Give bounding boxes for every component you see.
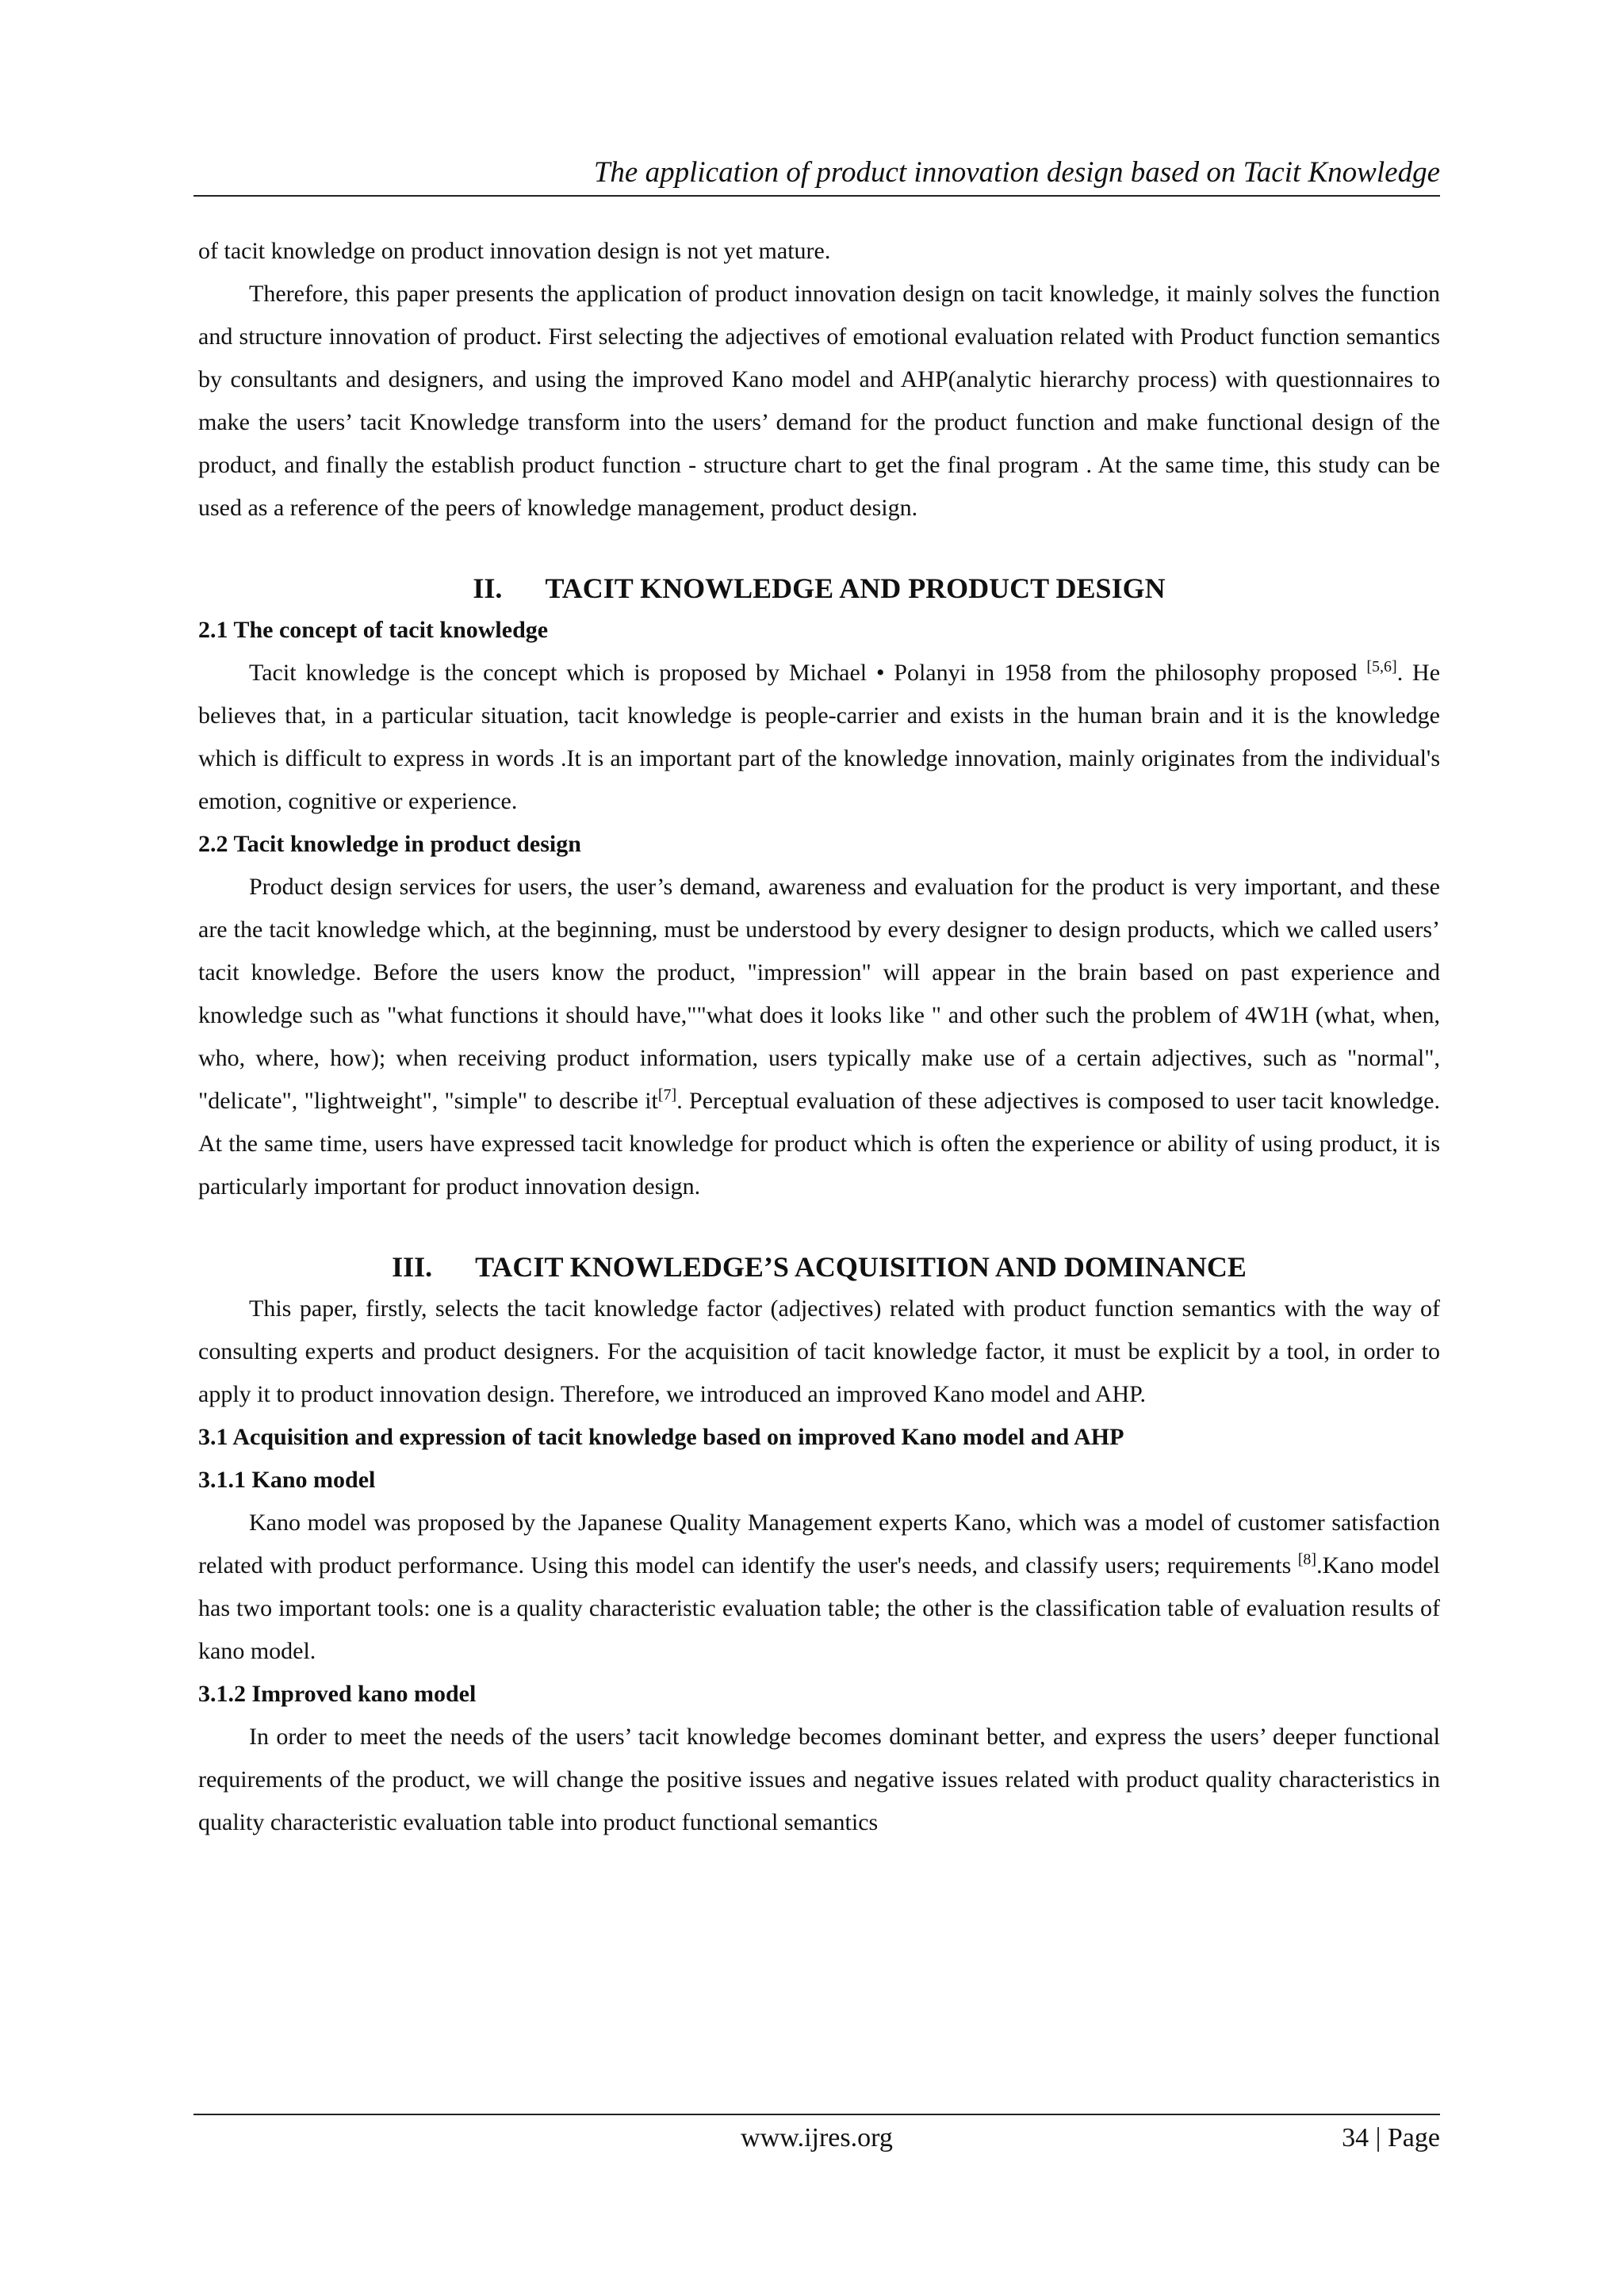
intro-paragraph: Therefore, this paper presents the application of product innovation design on tacit knowledge, it mainly solves the function and structure innovation of product. First selecting the adjectives of emotional evaluation related with Product function semantics by consultants and designers, and using the improved Kano model and AHP(analytic hierarchy process) with questionnaires to make the users’ tacit Knowledge transform into the users’ demand for the product function and make functional design of the product, and finally the establish product function - structure chart to get the final program . At the same time, this study can be used as a reference of the peers of knowledge management, product design.	[198, 281, 1440, 521]
section-title: TACIT KNOWLEDGE AND PRODUCT DESIGN	[545, 572, 1166, 604]
section-number: III.	[392, 1251, 433, 1283]
paragraph-2-2	[198, 866, 1440, 1208]
subsection-heading-3-1-1: 3.1.1 Kano model	[198, 1467, 376, 1493]
citation: [5,6]	[1366, 658, 1397, 675]
section-heading-2	[198, 568, 1440, 609]
continuation-paragraph: of tacit knowledge on product innovation design is not yet mature.	[198, 238, 831, 264]
subsection-heading-3-1: 3.1 Acquisition and expression of tacit knowledge based on improved Kano model and AHP	[198, 1424, 1124, 1450]
subsection-heading-2-1: 2.1 The concept of tacit knowledge	[198, 617, 549, 643]
paragraph-text: Tacit knowledge is the concept which is proposed by Michael • Polanyi in 1958 from the philosophy proposed	[249, 660, 1367, 686]
paragraph-text: . Perceptual evaluation of these adjectives is composed to user tacit knowledge. At the same time, users have expressed tacit knowledge for product which is often the experience or ability of using product, it is particularly important for product innovation design.	[198, 1088, 1440, 1200]
paragraph-text: . He believes that, in a particular situation, tacit knowledge is people-carrier and exists in the human brain and it is the knowledge which is difficult to express in words .It is an important part of the knowledge innovation, mainly originates from the individual's emotion, cognitive or experience.	[198, 660, 1441, 814]
section-title: TACIT KNOWLEDGE’S ACQUISITION AND DOMINANCE	[475, 1251, 1247, 1283]
section-heading-3	[198, 1246, 1440, 1288]
page-footer	[193, 2114, 1440, 2163]
paragraph-text: .Kano model has two important tools: one is a quality characteristic evaluation table; the other is the classification table of evaluation results of kano model.	[198, 1552, 1441, 1664]
paragraph-3: This paper, firstly, selects the tacit knowledge factor (adjectives) related with product function semantics with the way of consulting experts and product designers. For the acquisition of tacit knowledge factor, it must be explicit by a tool, in order to apply it to product innovation design. Therefore, we introduced an improved Kano model and AHP.	[198, 1295, 1440, 1407]
page-number: 34 | Page	[1342, 2123, 1440, 2152]
paragraph-text: Product design services for users, the user’s demand, awareness and evaluation for the product is very important, and these are the tacit knowledge which, at the beginning, must be understood by every designer to design products, which we called users’ tacit knowledge. Before the users know the product, "impression" will appear in the brain based on past experience and knowledge such as "what functions it should have,""what does it looks like " and other such the problem of 4W1H (what, when, who, where, how); when receiving product information, users typically make use of a certain adjectives, such as "normal", "delicate", "lightweight", "simple" to describe it	[198, 874, 1440, 1114]
citation: [8]	[1297, 1551, 1317, 1568]
paragraph-text: Kano model was proposed by the Japanese Quality Management experts Kano, which was a model of customer satisfaction related with product performance. Using this model can identify the user's needs, and classify users; requirements	[198, 1510, 1440, 1578]
subsection-heading-3-1-2: 3.1.2 Improved kano model	[198, 1681, 477, 1707]
section-number: II.	[473, 572, 503, 604]
paragraph-3-1-1	[198, 1502, 1440, 1673]
paragraph-2-1	[198, 652, 1440, 823]
footer-website: www.ijres.org	[741, 2123, 893, 2152]
running-header: The application of product innovation design based on Tacit Knowledge	[193, 155, 1440, 197]
paragraph-3-1-2: In order to meet the needs of the users’ tacit knowledge becomes dominant better, and express the users’ deeper functional requirements of the product, we will change the positive issues and negative issues related with product quality characteristics in quality characteristic evaluation table into product functional semantics	[198, 1724, 1440, 1835]
subsection-heading-2-2: 2.2 Tacit knowledge in product design	[198, 831, 581, 857]
citation: [7]	[657, 1086, 677, 1104]
page-body	[198, 230, 1440, 1844]
